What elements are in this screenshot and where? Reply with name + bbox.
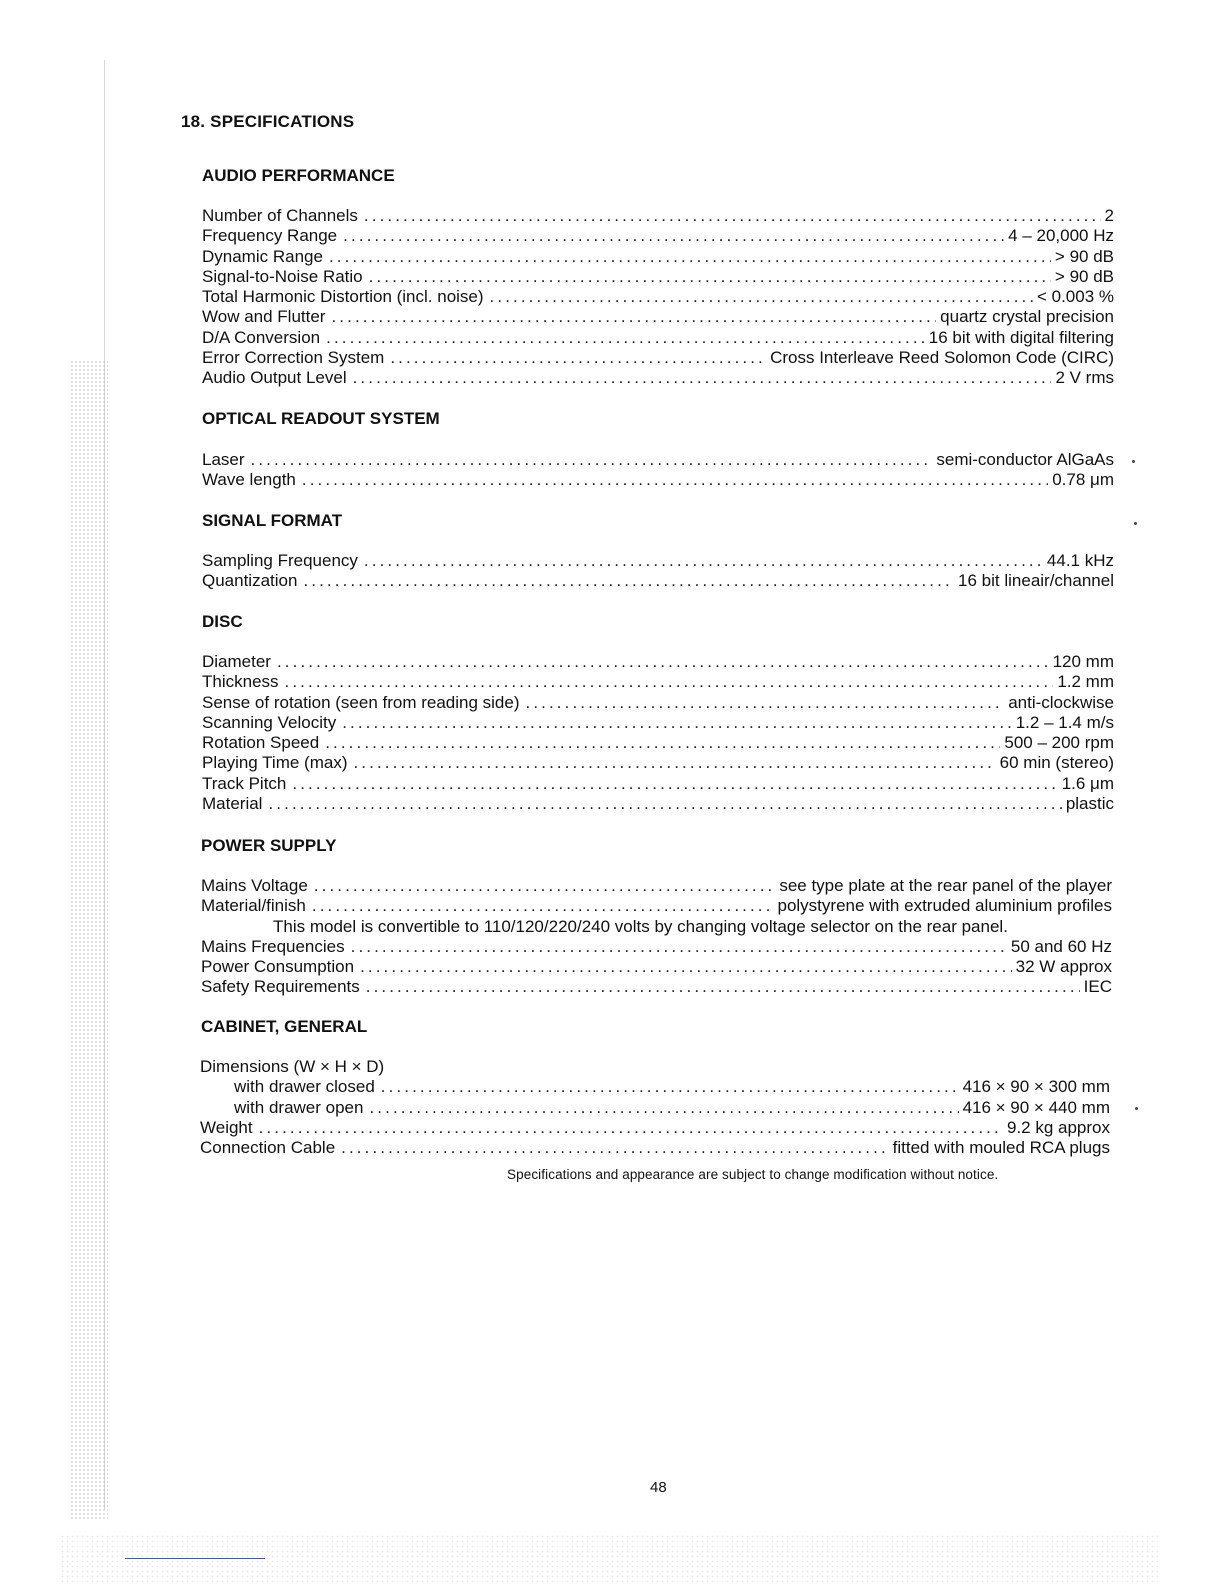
section-heading-optical: OPTICAL READOUT SYSTEM [202,409,440,428]
spec-row [200,1138,1110,1158]
spec-label: Weight [200,1117,253,1137]
spec-row [202,450,1114,470]
spec-list-optical [202,450,1114,491]
spec-value: see type plate at the rear panel of the player [779,876,1112,895]
spec-label: Diameter [202,652,271,671]
spec-value: 16 bit lineair/channel [958,571,1114,591]
spec-row [202,774,1114,794]
spec-row [202,693,1114,713]
spec-list-audio [202,206,1114,389]
spec-label: Quantization [202,571,298,591]
spec-value: 32 W approx [1015,957,1112,977]
spec-row [202,307,1114,327]
dot-leader [360,957,1012,977]
spec-row [202,652,1114,672]
spec-value: 416 × 90 × 300 mm [962,1077,1110,1097]
spec-row [202,348,1114,368]
dot-leader [277,652,1049,672]
dot-leader [326,328,925,348]
dot-leader [343,226,1004,246]
spec-label: Mains Frequencies [201,936,345,956]
spec-list-power [201,876,1112,998]
scan-speck [1135,1107,1138,1110]
dot-leader [490,287,1033,307]
spec-value: 2 V rms [1055,368,1114,388]
spec-label: with drawer open [234,1097,364,1117]
dot-leader [251,450,933,470]
spec-value: 44.1 kHz [1046,551,1114,570]
spec-row [200,1098,1110,1118]
spec-value: IEC [1083,977,1112,997]
spec-value: 1.2 – 1.4 m/s [1015,712,1114,732]
dot-leader [342,713,1012,733]
dot-leader [341,1138,889,1158]
spec-label: with drawer closed [234,1077,375,1097]
spec-value: anti-clockwise [1008,692,1114,712]
spec-row [201,937,1112,957]
scan-speck [1132,460,1135,463]
dot-leader [285,672,1054,692]
dot-leader [353,368,1052,388]
dot-leader [292,774,1057,794]
spec-label: Safety Requirements [201,977,360,997]
scan-bottom-noise [60,1534,1160,1584]
spec-row [202,368,1114,388]
spec-value: 9.2 kg approx [1006,1117,1110,1137]
spec-label: Rotation Speed [202,733,320,753]
dot-leader [329,247,1051,267]
section-heading-power: POWER SUPPLY [201,836,337,855]
dot-leader [302,470,1048,490]
spec-label: Laser [202,450,245,469]
spec-label: Dynamic Range [202,246,323,266]
spec-label: Sampling Frequency [202,551,358,570]
dot-leader [351,937,1007,957]
spec-row [202,794,1114,814]
spec-value: 0.78 μm [1052,470,1114,490]
spec-value: 60 min (stereo) [999,753,1114,773]
spec-label: Audio Output Level [202,368,347,388]
spec-value: Cross Interleave Reed Solomon Code (CIRC) [770,348,1114,368]
spec-row [202,226,1114,246]
spec-label: Scanning Velocity [202,712,337,732]
spec-value: 2 [1104,206,1114,225]
spec-label: Thickness [202,672,279,692]
dot-leader [325,733,1000,753]
dot-leader [381,1077,959,1097]
spec-label: Material [202,794,263,814]
section-heading-audio: AUDIO PERFORMANCE [202,166,395,185]
spec-row [202,753,1114,773]
spec-label: Connection Cable [200,1138,336,1158]
spec-row [201,896,1112,916]
spec-row [200,1118,1110,1138]
spec-row [201,957,1112,977]
spec-value: 416 × 90 × 440 mm [962,1097,1110,1117]
spec-label: Wave length [202,470,296,490]
spec-label: Material/finish [201,896,306,916]
dot-leader [259,1118,1003,1138]
spec-list-disc [202,652,1114,814]
spec-label: Mains Voltage [201,876,308,895]
dot-leader [353,753,995,773]
spec-row [202,571,1114,591]
page-title: 18. SPECIFICATIONS [181,112,355,131]
dot-leader [331,307,936,327]
spec-row [200,1077,1110,1097]
dot-leader [303,571,954,591]
spec-list-signal [202,551,1114,592]
spec-label: Playing Time (max) [202,753,348,773]
spec-row [202,733,1114,753]
spec-label: Track Pitch [202,773,287,793]
scan-bottom-rule [125,1558,265,1559]
footnote: Specifications and appearance are subject to change modification without notice. [507,1167,999,1182]
scan-speck [1134,522,1137,525]
spec-row [202,206,1114,226]
spec-label: Wow and Flutter [202,307,326,327]
dot-leader [364,206,1101,226]
spec-value: 1.6 μm [1061,773,1114,793]
spec-label: Total Harmonic Distortion (incl. noise) [202,287,484,307]
spec-row [202,267,1114,287]
spec-label: Power Consumption [201,957,355,977]
spec-value: > 90 dB [1054,266,1114,286]
spec-value: 120 mm [1052,652,1114,671]
section-heading-cabinet: CABINET, GENERAL [201,1017,368,1036]
spec-value: 1.2 mm [1057,672,1114,692]
section-heading-signal: SIGNAL FORMAT [202,511,343,530]
dot-leader [312,896,774,916]
spec-value: > 90 dB [1054,246,1114,266]
spec-row [202,328,1114,348]
spec-value: 50 and 60 Hz [1010,936,1112,956]
section-heading-disc: DISC [202,612,243,631]
spec-row [202,247,1114,267]
spec-row [201,876,1112,896]
spec-label: Number of Channels [202,206,358,225]
dot-leader [364,551,1043,571]
dot-leader [366,977,1080,997]
spec-value: 16 bit with digital filtering [928,327,1114,347]
dot-leader [390,348,766,368]
spec-row [202,551,1114,571]
spec-row [201,977,1112,997]
spec-label: D/A Conversion [202,327,321,347]
dot-leader [369,267,1051,287]
spec-row [202,672,1114,692]
dimensions-label: Dimensions (W × H × D) [200,1057,385,1076]
dot-leader [268,794,1061,814]
spec-value: 500 – 200 rpm [1004,733,1114,753]
dot-leader [314,876,776,896]
spec-label: Error Correction System [202,348,385,368]
spec-row [202,713,1114,733]
spec-label: Signal-to-Noise Ratio [202,266,363,286]
spec-label: Sense of rotation (seen from reading side) [202,692,520,712]
spec-label: Frequency Range [202,226,338,246]
dot-leader [369,1098,958,1118]
spec-value: semi-conductor AlGaAs [936,450,1114,469]
spec-value: plastic [1065,794,1114,814]
spec-value: polystyrene with extruded aluminium profiles [777,896,1112,916]
spec-value: fitted with mouled RCA plugs [892,1138,1110,1158]
scan-edge-noise [70,360,108,1520]
spec-row [202,470,1114,490]
spec-value: quartz crystal precision [940,307,1114,327]
spec-list-cabinet [200,1057,1110,1158]
spec-row [202,287,1114,307]
spec-value: < 0.003 % [1036,287,1114,307]
page-number: 48 [650,1479,667,1496]
voltage-note: This model is convertible to 110/120/220/240 volts by changing voltage selector on the rear panel. [273,916,1008,936]
spec-value: 4 – 20,000 Hz [1008,226,1114,246]
dot-leader [526,693,1005,713]
